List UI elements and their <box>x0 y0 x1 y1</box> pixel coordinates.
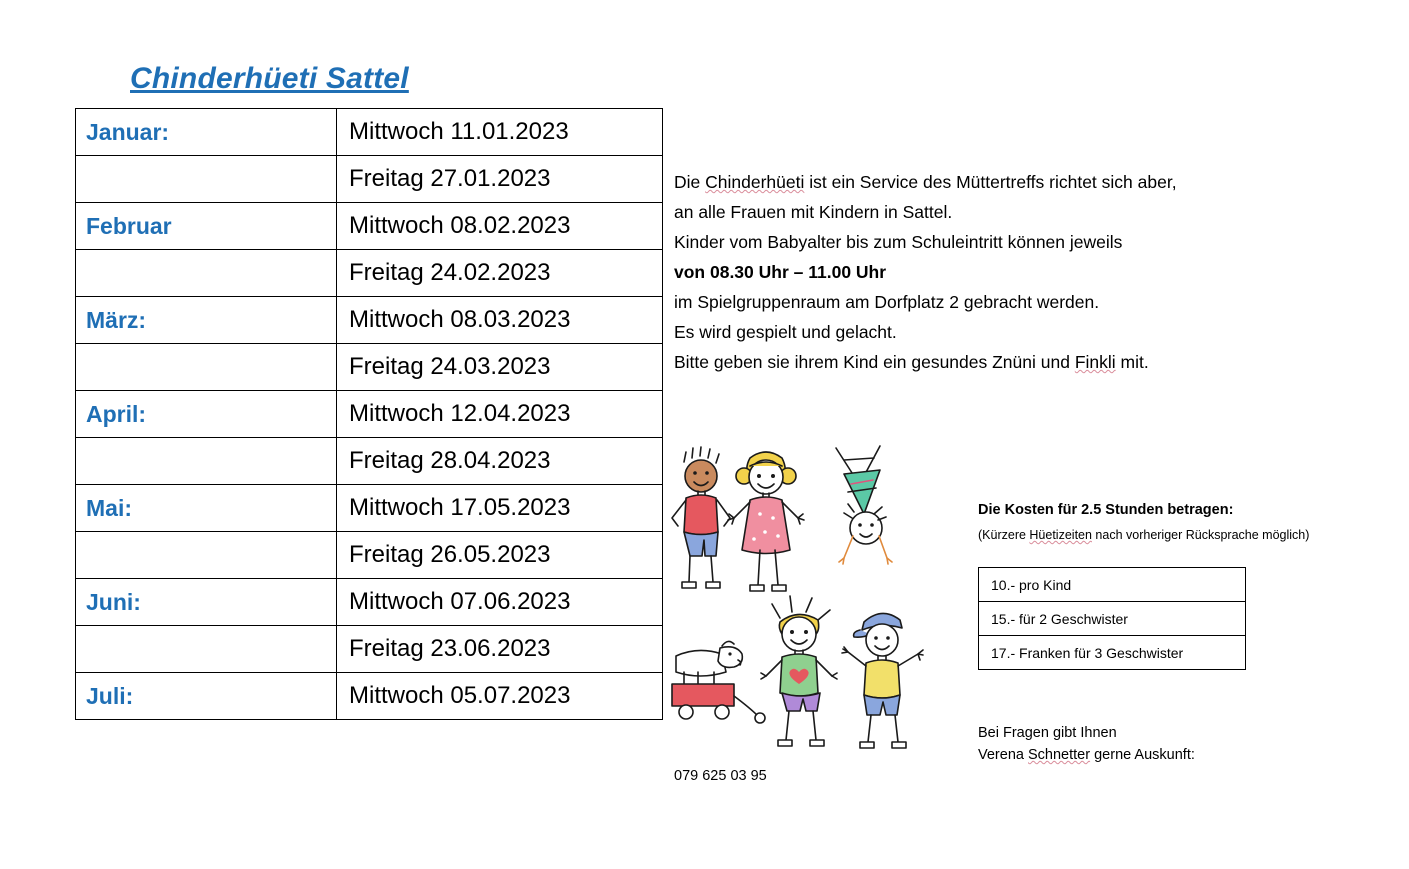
schedule-month-cell: April: <box>76 391 337 438</box>
schedule-date-cell: Mittwoch 07.06.2023 <box>337 579 663 626</box>
clipart-dog-wagon <box>672 641 765 723</box>
costs-title: Die Kosten für 2.5 Stunden betragen: <box>978 502 1234 518</box>
description-line: von 08.30 Uhr – 11.00 Uhr <box>674 262 887 282</box>
schedule-month-cell <box>76 156 337 203</box>
schedule-date-cell: Mittwoch 05.07.2023 <box>337 673 663 720</box>
description-line: im Spielgruppenraum am Dorfplatz 2 gebracht werden. <box>674 292 1100 312</box>
costs-cell: 10.- pro Kind <box>979 568 1246 602</box>
schedule-month-cell <box>76 250 337 297</box>
schedule-date-cell: Mittwoch 12.04.2023 <box>337 391 663 438</box>
description-line: Bitte geben sie ihrem Kind ein gesundes Znüni und Finkli mit. <box>674 352 1149 372</box>
table-row <box>979 568 1246 602</box>
table-row <box>979 602 1246 636</box>
schedule-month-cell <box>76 532 337 579</box>
schedule-month-cell <box>76 344 337 391</box>
table-row <box>76 626 663 673</box>
schedule-date-cell: Mittwoch 17.05.2023 <box>337 485 663 532</box>
table-row <box>76 673 663 720</box>
contact-block <box>978 722 1195 766</box>
schedule-month-cell <box>76 626 337 673</box>
table-row <box>76 297 663 344</box>
table-row <box>76 344 663 391</box>
schedule-date-cell: Freitag 24.03.2023 <box>337 344 663 391</box>
description-line: an alle Frauen mit Kindern in Sattel. <box>674 202 953 222</box>
schedule-date-cell: Mittwoch 11.01.2023 <box>337 109 663 156</box>
schedule-date-cell: Freitag 27.01.2023 <box>337 156 663 203</box>
description-line: Es wird gespielt und gelacht. <box>674 322 897 342</box>
schedule-month-cell: Juni: <box>76 579 337 626</box>
contact-line-2: Verena Schnetter gerne Auskunft: <box>978 747 1195 763</box>
schedule-table-body <box>76 109 663 720</box>
schedule-date-cell: Freitag 23.06.2023 <box>337 626 663 673</box>
costs-subtitle <box>978 528 1309 542</box>
costs-table <box>978 567 1246 670</box>
schedule-date-cell: Freitag 26.05.2023 <box>337 532 663 579</box>
clipart-child-3 <box>836 446 892 564</box>
schedule-month-cell <box>76 438 337 485</box>
clipart-phone-number: 079 625 03 95 <box>674 768 767 784</box>
clipart-child-4 <box>761 596 837 746</box>
costs-cell: 17.- Franken für 3 Geschwister <box>979 636 1246 670</box>
contact-line-1: Bei Fragen gibt Ihnen <box>978 725 1117 741</box>
table-row <box>76 579 663 626</box>
costs-table-body <box>979 568 1246 670</box>
clipart-child-1 <box>672 447 730 588</box>
schedule-month-cell: Februar <box>76 203 337 250</box>
clipart-child-5 <box>842 613 923 748</box>
table-row <box>76 532 663 579</box>
description-block <box>674 167 1314 377</box>
schedule-table <box>75 108 663 720</box>
description-line: Kinder vom Babyalter bis zum Schuleintritt können jeweils <box>674 232 1123 252</box>
schedule-month-cell: Januar: <box>76 109 337 156</box>
schedule-month-cell: Juli: <box>76 673 337 720</box>
schedule-date-cell: Mittwoch 08.02.2023 <box>337 203 663 250</box>
table-row <box>76 250 663 297</box>
table-row <box>76 109 663 156</box>
schedule-month-cell: März: <box>76 297 337 344</box>
costs-cell: 15.- für 2 Geschwister <box>979 602 1246 636</box>
table-row <box>76 203 663 250</box>
table-row <box>979 636 1246 670</box>
table-row <box>76 156 663 203</box>
schedule-month-cell: Mai: <box>76 485 337 532</box>
table-row <box>76 438 663 485</box>
table-row <box>76 391 663 438</box>
page-title: Chinderhüeti Sattel <box>130 62 409 95</box>
clipart-child-2 <box>728 452 804 591</box>
costs-subtitle-text: (Kürzere Hüetizeiten nach vorheriger Rücksprache möglich) <box>978 528 1310 542</box>
table-row <box>76 485 663 532</box>
schedule-date-cell: Freitag 24.02.2023 <box>337 250 663 297</box>
description-line: Die Chinderhüeti ist ein Service des Müttertreffs richtet sich aber, <box>674 172 1177 192</box>
schedule-date-cell: Freitag 28.04.2023 <box>337 438 663 485</box>
schedule-date-cell: Mittwoch 08.03.2023 <box>337 297 663 344</box>
children-clipart <box>668 440 968 770</box>
